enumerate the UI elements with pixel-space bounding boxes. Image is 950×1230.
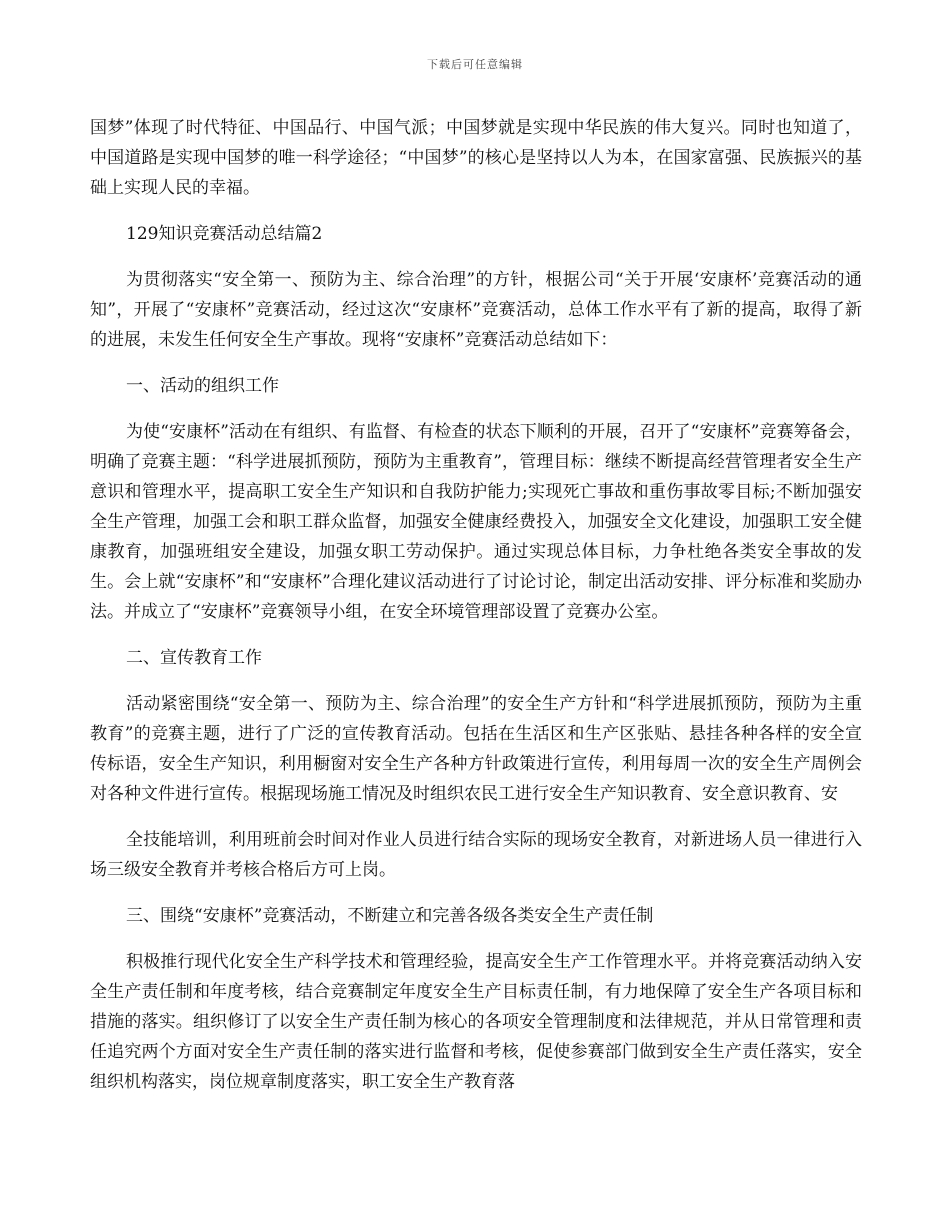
document-body <box>90 113 862 1097</box>
heading-publicity: 二、宣传教育工作 <box>126 648 262 668</box>
paragraph-continuation: 国梦”体现了时代特征、中国品行、中国气派；中国梦就是实现中华民族的伟大复兴。同时也知道了，中国道路是实现中国梦的唯一科学途径；“中国梦”的核心是坚持以人为本，在国家富强、民族振兴的基础上实现人民的幸福。 <box>90 118 862 198</box>
heading-organization: 一、活动的组织工作 <box>126 376 279 396</box>
intro-paragraph: 为贯彻落实“安全第一、预防为主、综合治理”的方针，根据公司“关于开展‘安康杯’竞赛活动的通知”，开展了“安康杯”竞赛活动，经过这次“安康杯”竞赛活动，总体工作水平有了新的提高，取得了新的进展，未发生任何安全生产事故。现将“安康杯”竞赛活动总结如下： <box>90 270 862 350</box>
heading-responsibility: 三、围绕“安康杯”竞赛活动，不断建立和完善各级各类安全生产责任制 <box>126 906 654 926</box>
page-header: 下载后可任意编辑 <box>427 58 523 71</box>
responsibility-paragraph: 积极推行现代化安全生产科学技术和管理经验，提高安全生产工作管理水平。并将竞赛活动纳入安全生产责任制和年度考核，结合竞赛制定年度安全生产目标责任制，有力地保障了安全生产各项目标和措施的落实。组织修订了以安全生产责任制为核心的各项安全管理制度和法律规范，并从日常管理和责任追究两个方面对安全生产责任制的落实进行监督和考核，促使参赛部门做到安全生产责任落实，安全组织机构落实，岗位规章制度落实，职工安全生产教育落 <box>90 952 862 1092</box>
training-paragraph: 全技能培训，利用班前会时间对作业人员进行结合实际的现场安全教育，对新进场人员一律进行入场三级安全教育并考核合格后方可上岗。 <box>90 830 862 880</box>
section-title: 129知识竞赛活动总结篇2 <box>126 224 323 244</box>
publicity-paragraph: 活动紧密围绕“安全第一、预防为主、综合治理”的安全生产方针和“科学进展抓预防，预防为主重教育”的竞赛主题，进行了广泛的宣传教育活动。包括在生活区和生产区张贴、悬挂各种各样的安全宣传标语，安全生产知识，利用橱窗对安全生产各种方针政策进行宣传，利用每周一次的安全生产周例会对各种文件进行宣传。根据现场施工情况及时组织农民工进行安全生产知识教育、安全意识教育、安 <box>90 694 862 804</box>
organization-paragraph: 为使“安康杯”活动在有组织、有监督、有检查的状态下顺利的开展，召开了“安康杯”竞赛筹备会，明确了竞赛主题：“科学进展抓预防，预防为主重教育”，管理目标：继续不断提高经营管理者安全生产意识和管理水平，提高职工安全生产知识和自我防护能力;实现死亡事故和重伤事故零目标;不断加强安全生产管理，加强工会和职工群众监督，加强安全健康经费投入，加强安全文化建设，加强职工安全健康教育，加强班组安全建设，加强女职工劳动保护。通过实现总体目标，力争杜绝各类安全事故的发生。会上就“安康杯”和“安康杯”合理化建议活动进行了讨论讨论，制定出活动安排、评分标准和奖励办法。并成立了“安康杯”竞赛领导小组，在安全环境管理部设置了竞赛办公室。 <box>90 422 862 622</box>
